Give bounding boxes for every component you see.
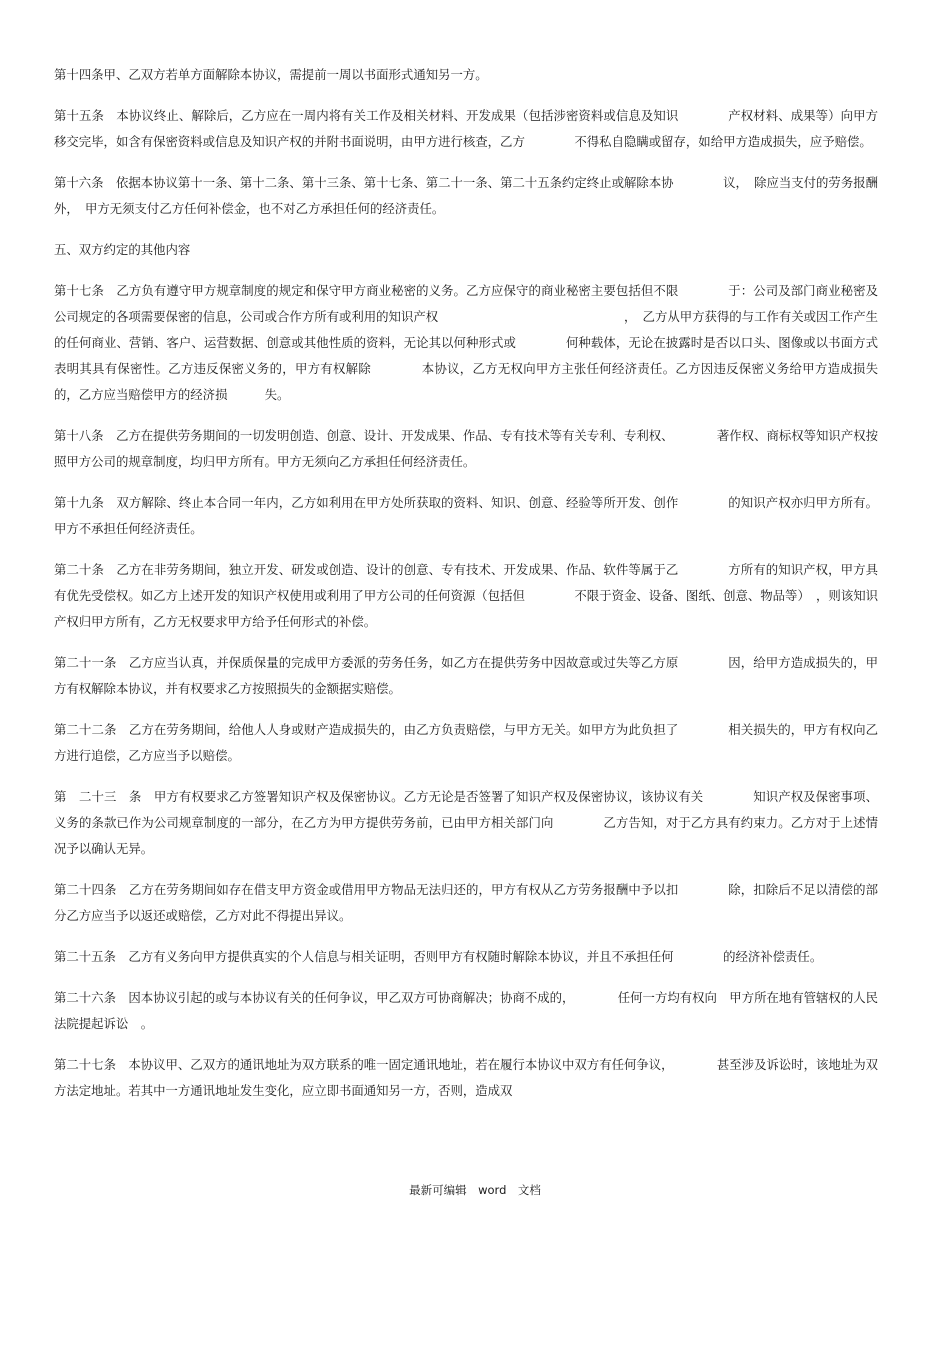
clause-15: 第十五条 本协议终止、解除后，乙方应在一周内将有关工作及相关材料、开发成果（包括涉密资料或信息及知识 产权材料、成果等）向甲方移交完毕，如含有保密资料或信息及知识产权的并附书面说明，由甲方进行核查，乙方 不得私自隐瞒或留存，如给甲方造成损失，应予赔偿。 — [54, 108, 878, 149]
clause-26: 第二十六条 因本协议引起的或与本协议有关的任何争议，甲乙双方可协商解决；协商不成的， 任何一方均有权向 甲方所在地有管辖权的人民法院提起诉讼 。 — [54, 990, 878, 1031]
clause-20: 第二十条 乙方在非劳务期间，独立开发、研发或创造、设计的创意、专有技术、开发成果、作品、软件等属于乙 方所有的知识产权，甲方具有优先受偿权。如乙方上述开发的知识产权使用或利用了甲方公司的任何资源（包括但 不限于资金、设备、图纸、创意、物品等） ，则该知识产权归甲方所有，乙方无权要求甲方给予任何形式的补偿。 — [54, 562, 878, 629]
clause-24: 第二十四条 乙方在劳务期间如存在借支甲方资金或借用甲方物品无法归还的，甲方有权从乙方劳务报酬中予以扣 除，扣除后不足以清偿的部分乙方应当予以返还或赔偿，乙方对此不得提出异议。 — [54, 882, 878, 923]
clause-16: 第十六条 依据本协议第十一条、第十二条、第十三条、第十七条、第二十一条、第二十五条约定终止或解除本协 议， 除应当支付的劳务报酬外， 甲方无须支付乙方任何补偿金，也不对乙方承担任何的经济责任。 — [54, 175, 878, 216]
clause-19: 第十九条 双方解除、终止本合同一年内，乙方如利用在甲方处所获取的资料、知识、创意、经验等所开发、创作 的知识产权亦归甲方所有。甲方不承担任何经济责任。 — [54, 495, 878, 536]
section-heading-5: 五、双方约定的其他内容 — [54, 242, 191, 257]
clause-21: 第二十一条 乙方应当认真，并保质保量的完成甲方委派的劳务任务，如乙方在提供劳务中因故意或过失等乙方原 因，给甲方造成损失的，甲方有权解除本协议，并有权要求乙方按照损失的金额据实赔偿。 — [54, 655, 878, 696]
clause-18: 第十八条 乙方在提供劳务期间的一切发明创造、创意、设计、开发成果、作品、专有技术等有关专利、专利权、 著作权、商标权等知识产权按照甲方公司的规章制度，均归甲方所有。甲方无须向乙方承担任何经济责任。 — [54, 428, 878, 469]
clause-17: 第十七条 乙方负有遵守甲方规章制度的规定和保守甲方商业秘密的义务。乙方应保守的商业秘密主要包括但不限 于：公司及部门商业秘密及公司规定的各项需要保密的信息，公司或合作方所有或利用的知识产权 ， 乙方从甲方获得的与工作有关或因工作产生的任何商业、营销、客户、运营数据、创意或其他性质的资料，无论其以何种形式或 何种载体，无论在披露时是否以口头、图像或以书面方式表明其具有保密性。乙方违反保密义务的，甲方有权解除 本协议，乙方无权向甲方主张任何经济责任。乙方因违反保密义务给甲方造成损失的，乙方应当赔偿甲方的经济损 失。 — [54, 283, 878, 402]
document-body — [54, 62, 878, 1119]
clause-23: 第 二十三 条 甲方有权要求乙方签署知识产权及保密协议。乙方无论是否签署了知识产权及保密协议，该协议有关 知识产权及保密事项、义务的条款已作为公司规章制度的一部分，在乙方为甲方提供劳务前，已由甲方相关部门向 乙方告知，对于乙方具有约束力。乙方对于上述情况予以确认无异。 — [54, 789, 878, 856]
clause-25: 第二十五条 乙方有义务向甲方提供真实的个人信息与相关证明，否则甲方有权随时解除本协议，并且不承担任何 的经济补偿责任。 — [54, 949, 823, 964]
clause-22: 第二十二条 乙方在劳务期间，给他人人身或财产造成损失的，由乙方负责赔偿，与甲方无关。如甲方为此负担了 相关损失的，甲方有权向乙方进行追偿，乙方应当予以赔偿。 — [54, 722, 878, 763]
clause-14: 第十四条甲、乙双方若单方面解除本协议，需提前一周以书面形式通知另一方。 — [54, 67, 488, 82]
page-footer: 最新可编辑 word 文档 — [409, 1183, 541, 1197]
clause-27: 第二十七条 本协议甲、乙双方的通讯地址为双方联系的唯一固定通讯地址，若在履行本协议中双方有任何争议， 甚至涉及诉讼时，该地址为双方法定地址。若其中一方通讯地址发生变化，应立即书面通知另一方，否则，造成双 — [54, 1057, 878, 1098]
